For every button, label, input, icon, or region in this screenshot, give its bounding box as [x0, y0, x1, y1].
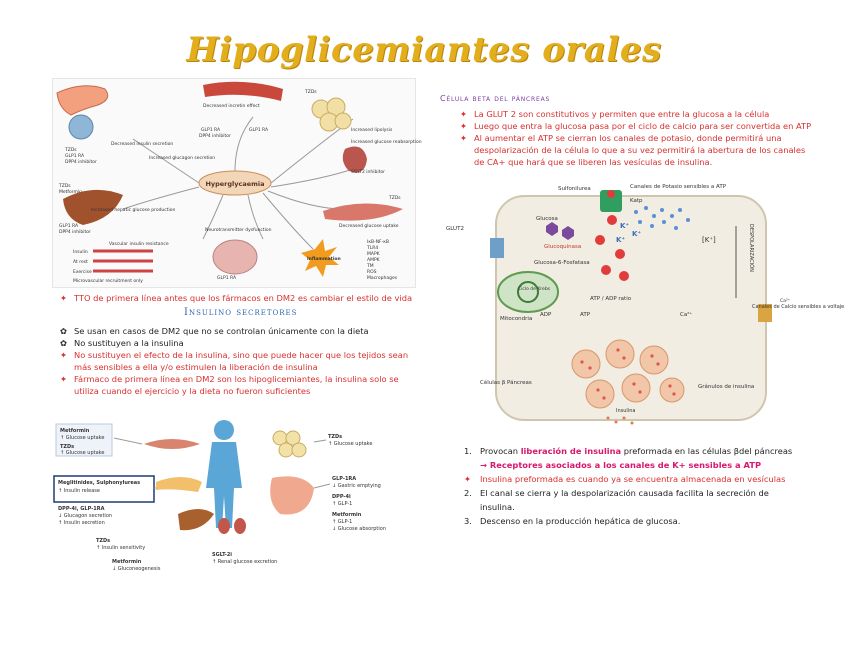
list-item: ✦ No sustituyen el efecto de la insulina, sino que puede hacer que los tejidos sean: [60, 350, 409, 360]
depolarization-label: DESPOLARIZACIÓN: [748, 224, 754, 272]
list-item: despolarización de la célula lo que a su vez permitirá la abertura de los canales: [474, 145, 806, 155]
insulino-list: [60, 325, 420, 397]
drug-box-title: Metformin: [332, 512, 362, 518]
diagram-label: TLR4: [367, 246, 379, 251]
katp-label: Katp: [630, 198, 643, 204]
list-item: utiliza cuando el ejercicio y la dieta no fueron suficientes: [74, 386, 311, 396]
diagram-label: IκB-NF-κB: [367, 240, 390, 245]
diagram-label: MAPK: [367, 252, 380, 257]
k-ion-label: K⁺: [632, 230, 642, 238]
star-bullet-icon: ✦: [460, 133, 467, 143]
ca-label: Ca²⁺: [680, 312, 693, 318]
glucose-label: Glucosa: [536, 216, 558, 222]
list-item: ✦ La GLUT 2 son constitutivos y permiten que entre la glucosa a la célula: [460, 109, 770, 119]
drug-box-sub: ↑ Insulin sensitivity: [96, 545, 146, 551]
diagram-label: TZDs: [389, 196, 401, 201]
list-item: ✿ No sustituyen a la insulina: [60, 338, 184, 348]
beta-cell-diagram: [440, 180, 845, 428]
drug-box-title: DPP-4i: [332, 494, 351, 500]
diagram-label: Decreased glucose uptake: [339, 224, 399, 229]
beta-list: [460, 108, 820, 168]
list-item: 2. El canal se cierra y la despolarización causada facilita la secreción de: [464, 488, 769, 498]
insulino-heading: Insulino secretores: [184, 307, 298, 318]
k-ion-label: K⁺: [616, 236, 626, 244]
diagram-label: TZDs: [59, 184, 71, 189]
list-item: de CA+ que hará que se liberen las vesículas de insulina.: [474, 157, 713, 167]
steps-list: [464, 444, 824, 528]
diagram-center-label: Hyperglycaemia: [205, 180, 265, 188]
diagram-label: At rest: [73, 260, 88, 265]
drug-box-sub: ↑ GLP-1: [332, 501, 353, 507]
drug-box-sub: ↓ Glucose absorption: [332, 526, 386, 532]
diagram-label: Microvascular recruitment only: [73, 279, 143, 284]
glucokinase-label: Glucoquinasa: [544, 244, 582, 250]
drug-actions-diagram: [52, 418, 397, 576]
flower-bullet-icon: ✿: [60, 338, 67, 348]
drug-box-sub: ↑ Glucose uptake: [60, 450, 105, 456]
drug-box-title: DPP-4i, GLP-1RA: [58, 506, 105, 512]
star-bullet-icon: ✦: [460, 121, 467, 131]
drug-box-sub: ↓ Gluconeogenesis: [112, 566, 161, 572]
ca-channel-label: Canales de Calcio sensibles a voltaje: [752, 304, 845, 310]
sulfonylurea-label: Sulfonilurea: [558, 186, 591, 192]
drug-box-sub: ↑ Insulin release: [58, 488, 100, 494]
drug-box-title: Metformin: [112, 559, 142, 565]
diagram-label: Inflammation: [307, 257, 341, 262]
flower-bullet-icon: ✿: [60, 326, 67, 336]
lifestyle-bullet: ✦ TTO de primera línea antes que los fármacos en DM2 es cambiar el estilo de vida: [60, 293, 413, 303]
drug-box-sub: ↓ Glucagon secretion: [58, 513, 113, 519]
k-ion-label: K⁺: [620, 222, 630, 230]
diagram-label: GLP1 RA: [201, 128, 221, 133]
mitochondria-label: Mitocondria: [500, 316, 533, 322]
diagram-label: Increased glucagon secretion: [149, 156, 216, 161]
diagram-label: TZDs: [65, 148, 77, 153]
granules-label: Gránulos de insulina: [698, 384, 755, 390]
drug-box-sub: ↓ Gastric emptying: [332, 483, 381, 489]
list-item: ✦ Luego que entra la glucosa pasa por el ciclo de calcio para ser convertida en ATP: [460, 121, 812, 131]
k-channel-label: Canales de Potasio sensibles a ATP: [630, 184, 727, 190]
drug-box-title: TZDs: [328, 434, 343, 440]
atp-label: ATP: [580, 312, 591, 318]
drug-actions-svg: [52, 418, 397, 576]
g6p-label: Glucosa-6-Fosfatasa: [534, 260, 590, 266]
beta-cells-label: Células β Páncreas: [480, 380, 532, 386]
diagram-label: DPP4 inhibitor: [199, 134, 231, 139]
diagram-label: Decreased incretin effect: [203, 104, 260, 109]
drug-box-title: Metformin: [60, 428, 90, 434]
diagram-label: Macrophages: [367, 276, 398, 281]
k-concentration-label: [K⁺]: [702, 236, 716, 244]
page-title: Hipoglicemiantes orales: [186, 30, 662, 70]
diagram-label: GLP1 RA: [249, 128, 269, 133]
diagram-label: Neurotransmitter dysfunction: [205, 228, 272, 233]
hyperglycaemia-diagram-svg: [53, 79, 422, 287]
diagram-label: ROS: [367, 270, 377, 275]
hyperglycaemia-diagram: [52, 78, 422, 288]
diagram-label: Increased hepatic glucose production: [91, 208, 176, 213]
drug-box-sub: ↑ GLP-1: [332, 519, 353, 525]
drug-box-sub: ↑ Glucose uptake: [60, 435, 105, 441]
list-item: ✦ Insulina preformada es cuando ya se encuentra almacenada en vesículas: [464, 474, 786, 484]
list-item: 1. Provocan liberación de insulina preformada en las células βdel páncreas: [464, 446, 793, 456]
insulin-label: Insulina: [616, 408, 636, 414]
diagram-label: GLP1 RA: [65, 154, 85, 159]
diagram-label: Exercise: [73, 270, 92, 275]
diagram-label: Vascular insulin resistance: [109, 242, 169, 247]
drug-box-title: GLP-1RA: [332, 476, 357, 482]
star-bullet-icon: ✦: [60, 293, 67, 303]
star-bullet-icon: ✦: [60, 374, 67, 384]
diagram-label: Insulin: [73, 250, 88, 255]
list-item: más sensibles a ella y/o estimulen la liberación de insulina: [74, 362, 318, 372]
diagram-label: GLP1 RA: [59, 224, 79, 229]
diagram-label: GLP1 RA: [217, 276, 237, 281]
star-bullet-icon: ✦: [460, 109, 467, 119]
atp-ratio-label: ATP / ADP ratio: [590, 296, 632, 302]
list-item: ✦ Fármaco de primera línea en DM2 son los hipoglicemiantes, la insulina solo se: [60, 374, 399, 384]
drug-box-sub: ↑ Glucose uptake: [328, 441, 373, 447]
diagram-label: DPP4 inhibitor: [65, 160, 97, 165]
adp-label: ADP: [540, 312, 552, 318]
diagram-label: Increased glucose reabsorption: [351, 140, 422, 145]
beta-cell-svg: [440, 180, 845, 428]
drug-box-title: Meglitinides, Sulphonylureas: [58, 480, 141, 486]
diagram-label: Increased lipolysis: [351, 128, 393, 133]
drug-box-sub: ↑ Insulin secretion: [58, 520, 105, 526]
diagram-label: TZDs: [305, 90, 317, 95]
star-bullet-icon: ✦: [60, 350, 67, 360]
drug-box-title: TZDs: [96, 538, 111, 544]
diagram-label: DPP4 inhibitor: [59, 230, 91, 235]
star-bullet-icon: ✦: [464, 474, 471, 484]
drug-box-title: TZDs: [60, 444, 75, 450]
diagram-label: TM: [367, 264, 374, 269]
drug-box-sub: ↑ Renal glucose excretion: [212, 559, 278, 565]
drug-box-title: SGLT-2i: [212, 552, 233, 558]
diagram-label: Decreased insulin secretion: [111, 142, 174, 147]
list-item: → Receptores asociados a los canales de K+ sensibles a ATP: [480, 460, 762, 470]
diagram-label: SGLT2 inhibitor: [351, 170, 385, 175]
diagram-label: Metformin: [59, 190, 83, 195]
diagram-label: AMPK: [367, 258, 380, 263]
beta-heading: Célula beta del páncreas: [440, 94, 551, 103]
list-item: insulina.: [480, 502, 515, 512]
list-item: ✦ Al aumentar el ATP se cierran los canales de potasio, donde permitirá una: [460, 133, 782, 143]
krebs-label: Ciclo de Krebs: [518, 287, 551, 292]
ca-out-label: Ca²⁺: [780, 299, 791, 304]
list-item: ✿ Se usan en casos de DM2 que no se controlan únicamente con la dieta: [60, 326, 369, 336]
glut2-label: GLUT2: [446, 226, 464, 232]
list-item: 3. Descenso en la producción hepática de glucosa.: [464, 516, 681, 526]
